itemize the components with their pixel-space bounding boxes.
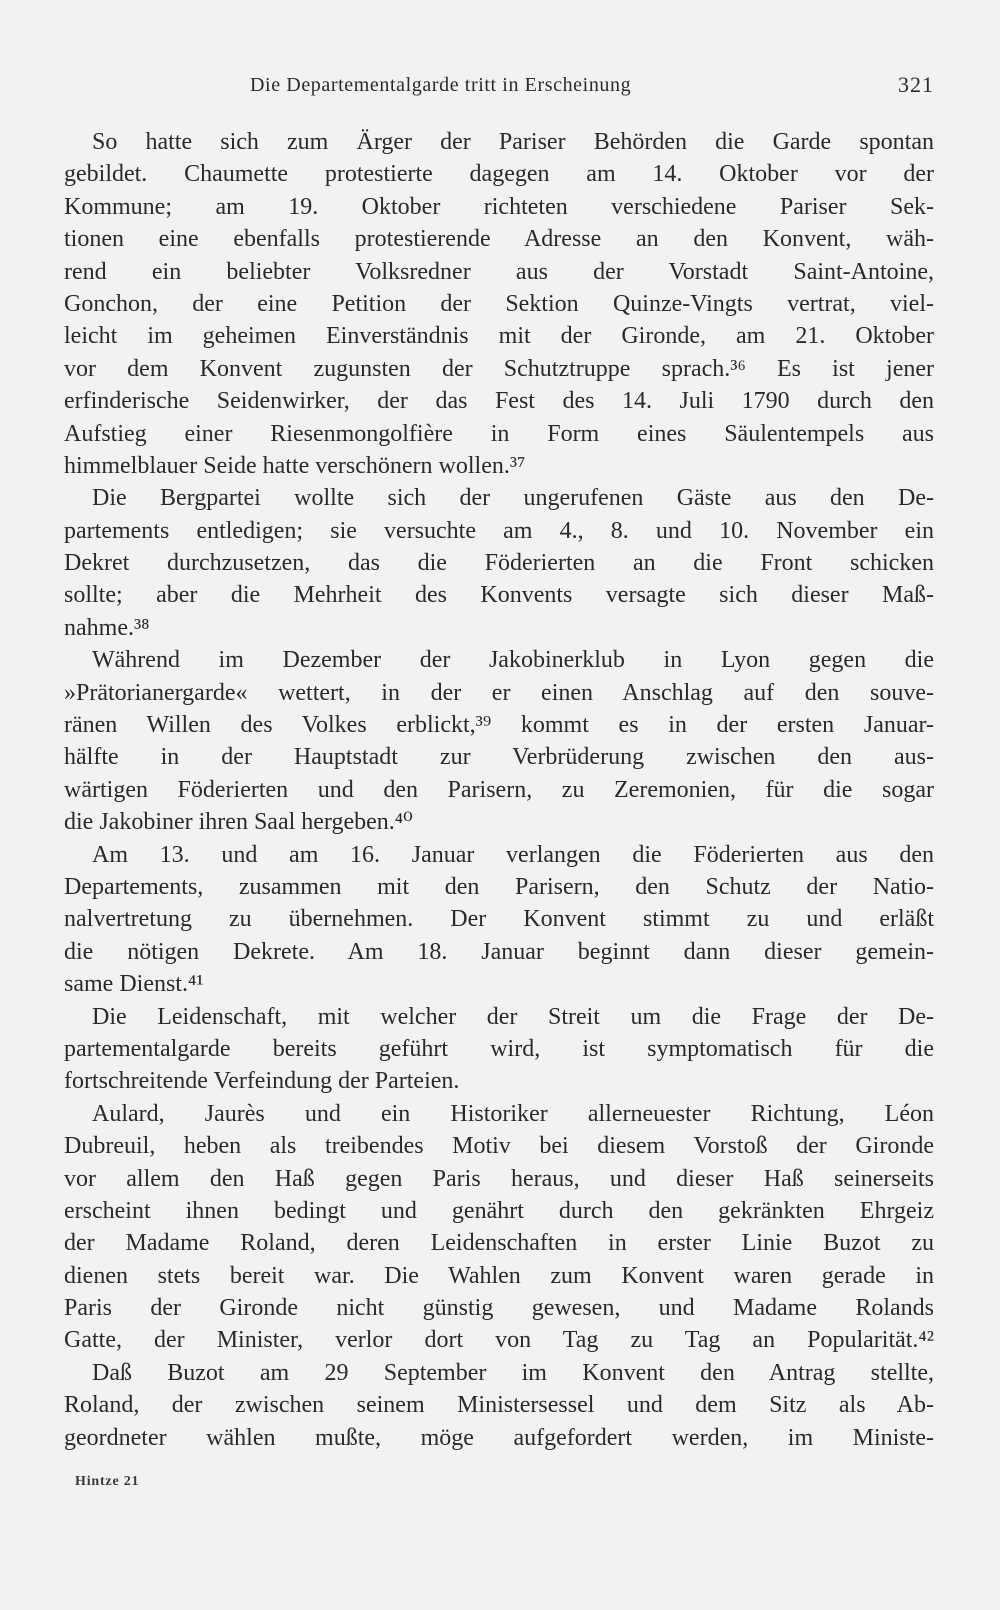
text-line: geordneter wählen mußte, möge aufgefordert werden, im Ministe- (64, 1424, 934, 1451)
body-text (64, 126, 934, 1454)
text-line: vor allem den Haß gegen Paris heraus, und dieser Haß seinerseits (64, 1165, 934, 1192)
text-line: dienen stets bereit war. Die Wahlen zum Konvent waren gerade in (64, 1262, 934, 1289)
text-line: erscheint ihnen bedingt und genährt durch den gekränkten Ehrgeiz (64, 1197, 934, 1224)
text-line: die Jakobiner ihren Saal hergeben.⁴⁰ (64, 809, 413, 836)
text-line: gebildet. Chaumette protestierte dagegen am 14. Oktober vor der (64, 161, 934, 188)
text-line: erfinderische Seidenwirker, der das Fest des 14. Juli 1790 durch den (64, 388, 934, 415)
text-line: partements entledigen; sie versuchte am 4., 8. und 10. November ein (64, 517, 934, 544)
running-head (64, 72, 934, 102)
text-line: sollte; aber die Mehrheit des Konvents versagte sich dieser Maß- (64, 582, 934, 609)
text-line: die nötigen Dekrete. Am 18. Januar beginnt dann dieser gemein- (64, 938, 934, 965)
text-line: Kommune; am 19. Oktober richteten verschiedene Pariser Sek- (64, 193, 934, 220)
text-line: leicht im geheimen Einverständnis mit der Gironde, am 21. Oktober (64, 323, 934, 350)
running-title: Die Departementalgarde tritt in Erscheinung (250, 74, 632, 96)
text-line: Daß Buzot am 29 September im Konvent den Antrag stellte, (92, 1359, 934, 1386)
text-line: same Dienst.⁴¹ (64, 971, 204, 998)
text-line: vor dem Konvent zugunsten der Schutztruppe sprach.³⁶ Es ist jener (64, 355, 934, 382)
text-line: Gonchon, der eine Petition der Sektion Quinze-Vingts vertrat, viel- (64, 290, 934, 317)
text-line: wärtigen Föderierten und den Parisern, zu Zeremonien, für die sogar (64, 776, 934, 803)
text-line: ränen Willen des Volkes erblickt,³⁹ kommt es in der ersten Januar- (64, 712, 934, 739)
text-line: partementalgarde bereits geführt wird, ist symptomatisch für die (64, 1035, 934, 1062)
text-line: Departements, zusammen mit den Parisern, den Schutz der Natio- (64, 873, 934, 900)
text-line: fortschreitende Verfeindung der Parteien. (64, 1068, 460, 1095)
text-line: Gatte, der Minister, verlor dort von Tag zu Tag an Popularität.⁴² (64, 1327, 934, 1354)
text-line: Paris der Gironde nicht günstig gewesen, und Madame Rolands (64, 1295, 934, 1322)
text-line: Aulard, Jaurès und ein Historiker allerneuester Richtung, Léon (92, 1100, 934, 1127)
text-line: So hatte sich zum Ärger der Pariser Behörden die Garde spontan (92, 129, 934, 155)
text-line: Die Leidenschaft, mit welcher der Streit um die Frage der De- (92, 1003, 934, 1030)
text-line: nahme.³⁸ (64, 614, 150, 641)
text-line: Roland, der zwischen seinem Ministersessel und dem Sitz als Ab- (64, 1392, 934, 1419)
text-line: nalvertretung zu übernehmen. Der Konvent stimmt zu und erläßt (64, 906, 934, 933)
text-line: Am 13. und am 16. Januar verlangen die Föderierten aus den (92, 841, 934, 868)
text-line: Dubreuil, heben als treibendes Motiv bei diesem Vorstoß der Gironde (64, 1133, 934, 1160)
text-line: Aufstieg einer Riesenmongolfière in Form eines Säulentempels aus (64, 420, 934, 447)
text-line: Die Bergpartei wollte sich der ungerufenen Gäste aus den De- (92, 485, 934, 512)
printer-signature: Hintze 21 (75, 1474, 140, 1489)
text-line: »Prätorianergarde« wettert, in der er einen Anschlag auf den souve- (64, 679, 934, 706)
text-line: Dekret durchzusetzen, das die Föderierten an die Front schicken (64, 550, 934, 577)
text-line: der Madame Roland, deren Leidenschaften in erster Linie Buzot zu (64, 1230, 934, 1257)
text-line: himmelblauer Seide hatte verschönern wollen.³⁷ (64, 452, 526, 479)
text-line: rend ein beliebter Volksredner aus der Vorstadt Saint-Antoine, (64, 258, 934, 285)
page-number: 321 (898, 72, 934, 97)
text-line: Während im Dezember der Jakobinerklub in Lyon gegen die (92, 647, 934, 674)
text-line: hälfte in der Hauptstadt zur Verbrüderung zwischen den aus- (64, 744, 934, 771)
text-line: tionen eine ebenfalls protestierende Adresse an den Konvent, wäh- (64, 226, 934, 253)
